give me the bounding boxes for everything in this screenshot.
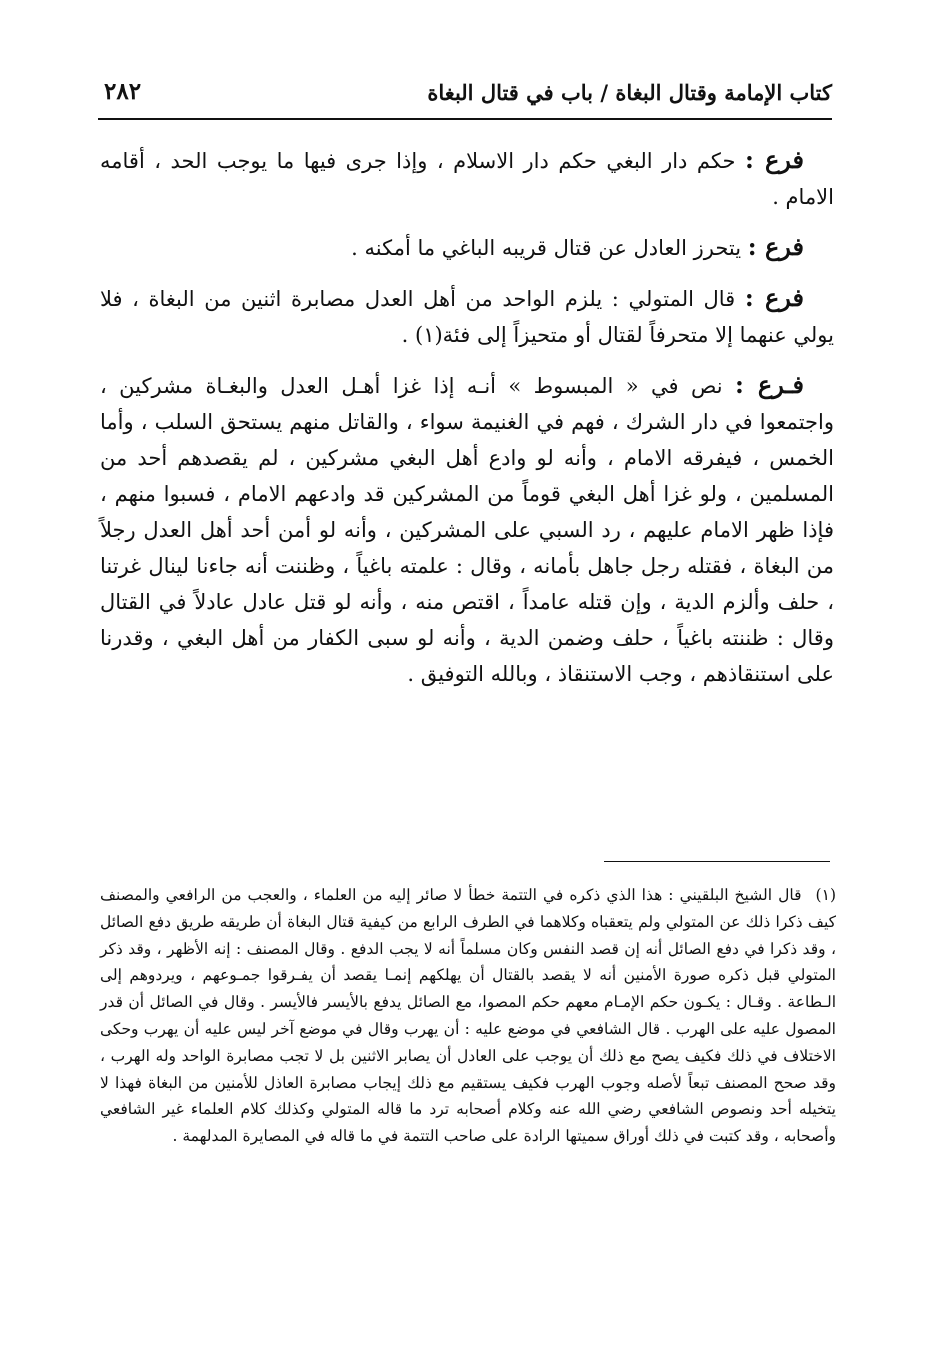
- paragraph-label: فرع :: [744, 283, 804, 312]
- paragraph: [100, 367, 834, 692]
- paragraph: [100, 229, 834, 266]
- paragraph: [100, 280, 834, 353]
- footnote: [100, 882, 836, 1150]
- main-text: [100, 142, 834, 706]
- header-divider: [98, 118, 832, 120]
- footnote-divider: [604, 861, 830, 862]
- paragraph-label: فرع :: [744, 145, 804, 174]
- running-title: كتاب الإمامة وقتال البغاة / باب في قتال البغاة: [427, 80, 832, 105]
- paragraph-text: حكم دار البغي حكم دار الاسلام ، وإذا جرى فيها ما يوجب الحد ، أقامه الامام .: [100, 149, 834, 209]
- paragraph-text: نص في « المبسوط » أنـه إذا غزا أهـل العدل والبغـاة مشركين ، واجتمعوا في دار الشرك ، فهم في الغنيمة سواء ، والقاتل منهم يستحق السلب ، وأما الخمس ، فيفرقه الامام ، وأنه لو وادع أهل البغي مشركين ، لم يقصدهم أحد من المسلمين ، ولو غزا أهل البغي قوماً من المشركين قد وادعهم الامام ، فسبوا منهم ، فإذا ظهر الامام عليهم ، رد السبي على المشركين ، وأنه لو أمن أحد أهل العدل رجلاً من البغاة ، فقتله رجل جاهل بأمانه ، وقال : علمته باغياً ، وظننت أنه جاءنا لينال غرتنا ، حلف وألزم الدية ، وإن قتله عامداً ، اقتص منه ، وأنه لو قتل عادل عادلاً في القتال وقال : ظننته باغياً ، حلف وضمن الدية ، وأنه لو سبى الكفار من أهل البغي ، وقدرنا على استنقاذهم ، وجب الاستنقاذ ، وبالله التوفيق .: [100, 374, 834, 686]
- paragraph: [100, 142, 834, 215]
- paragraph-label: فرع :: [747, 232, 804, 261]
- page-header: [104, 76, 832, 116]
- paragraph-text: يتحرز العادل عن قتال قريبه الباغي ما أمكنه .: [351, 236, 742, 260]
- page-number: ٢٨٢: [104, 78, 142, 105]
- footnote-number: (١): [815, 886, 836, 904]
- paragraph-text: قال المتولي : يلزم الواحد من أهل العدل مصابرة اثنين من البغاة ، فلا يولي عنهما إلا متحرفاً لقتال أو متحيزاً إلى فئة(١) .: [100, 287, 834, 347]
- footnote-text: قال الشيخ البلقيني : هذا الذي ذكره في التتمة خطأ لا صائر إليه من العلماء ، والعجب من الرافعي والمصنف كيف ذكرا ذلك عن المتولي ولم يتعقباه وكلاهما في الطرف الرابع من كيفية قتال البغاة أن طريقه طريق دفع الصائل ، وقد ذكرا في دفع الصائل أنه إن قصد النفس وكان مسلماً أنه لا يجب الدفع . وقال المصنف : إنه الأظهر ، وقد ذكر المتولي قبل ذكره صورة الأمنين أنه لا يقصد بالقتال أن يهلكهم إنمـا يقصد أن يفـرقوا جمـوعهم ، ويردوهم إلى الـطاعة . وقـال : يكـون حكم الإمـام معهم حكم المصوا، مع الصائل يدفع بالأيسر فالأيسر . وقال في الصائل أن قدر المصول عليه على الهرب . قال الشافعي في موضع عليه : أن يهرب وقال في موضع آخر ليس عليه أن يهرب وحكى الاختلاف في ذلك فكيف يصح مع ذلك أن يوجب على العادل أن يصابر الاثنين بل لا تجب مصابرة الواحد وله الهرب ، وقد صحح المصنف تبعاً لأصله وجوب الهرب فكيف يستقيم مع ذلك إيجاب مصابرة العاذل للأمنين من البغاة فهذا لا يتخيله أحد ونصوص الشافعي رضي الله عنه وكلام أصحابه ترد ما قاله المتولي وكذلك كلام العلماء غير الشافعي وأصحابه ، وقد كتبت في ذلك أوراق سميتها الرادة على صاحب التتمة في ما قاله في المصايرة المدلهمة .: [100, 886, 836, 1146]
- paragraph-label: فـرع :: [734, 370, 804, 399]
